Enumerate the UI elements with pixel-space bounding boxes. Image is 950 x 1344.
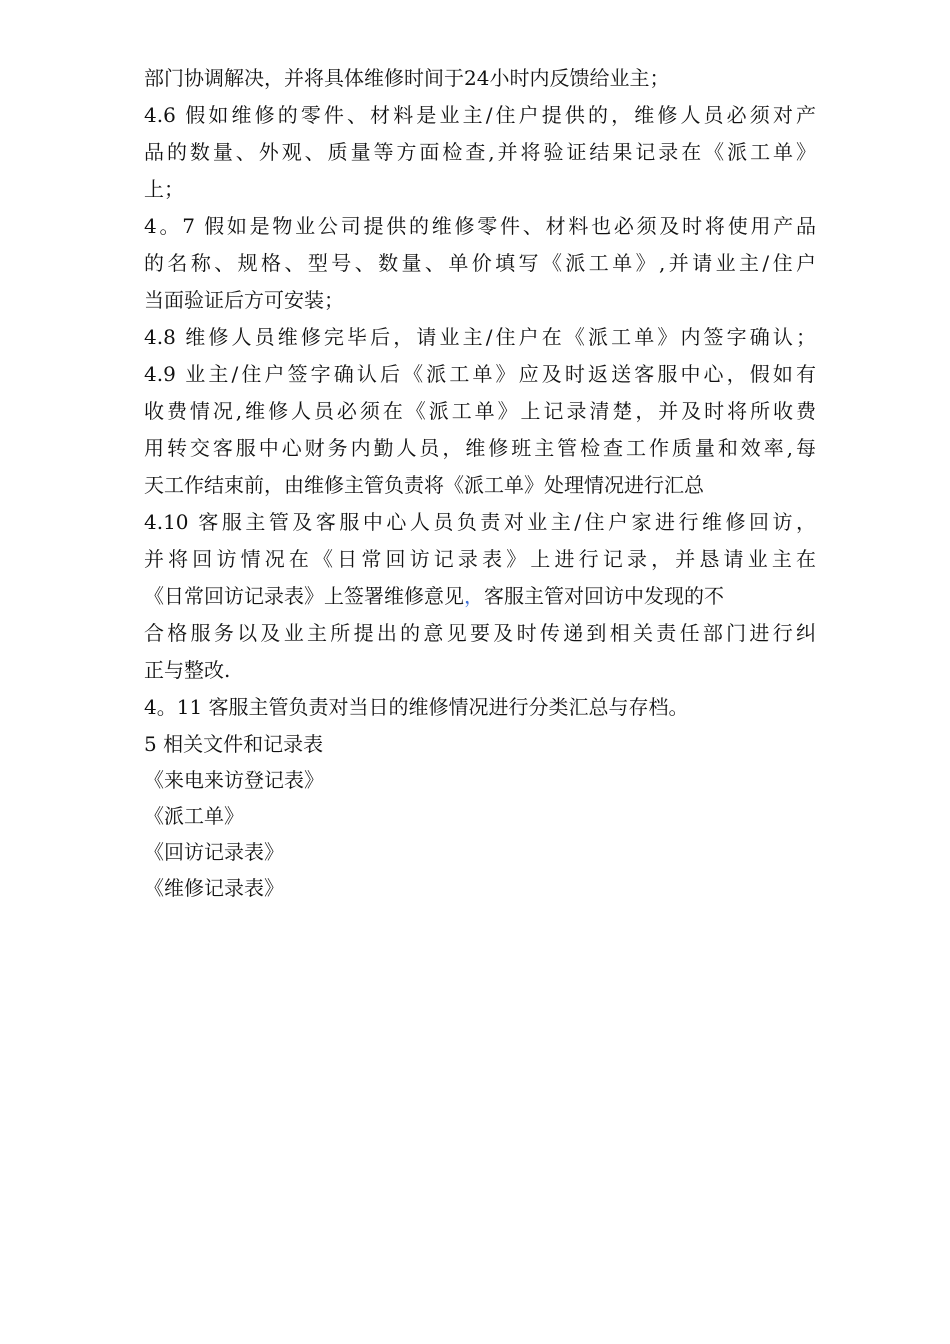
section-heading: 5 相关文件和记录表 (144, 732, 324, 756)
document-page (144, 60, 816, 906)
paragraph-line: 用转交客服中心财务内勤人员，维修班主管检查工作质量和效率,每 (144, 436, 816, 460)
paragraph-line: 品的数量、外观、质量等方面检查,并将验证结果记录在《派工单》 (144, 140, 816, 164)
paragraph-line: 4.10 客服主管及客服中心人员负责对业主/住户家进行维修回访， (144, 510, 816, 534)
paragraph-line: 4.9 业主/住户签字确认后《派工单》应及时返送客服中心，假如有 (144, 362, 816, 386)
paragraph-line: 部门协调解决，并将具体维修时间于24小时内反馈给业主； (144, 66, 670, 90)
paragraph-line: 正与整改. (144, 658, 231, 682)
paragraph-line: 并将回访情况在《日常回访记录表》上进行记录，并恳请业主在 (144, 547, 816, 571)
highlighted-comma: ， (464, 584, 484, 608)
paragraph-line: 4。7 假如是物业公司提供的维修零件、材料也必须及时将使用产品 (144, 214, 816, 238)
paragraph-line: 收费情况,维修人员必须在《派工单》上记录清楚，并及时将所收费 (144, 399, 816, 423)
paragraph-line: 合格服务以及业主所提出的意见要及时传递到相关责任部门进行纠 (144, 621, 816, 645)
record-item: 《回访记录表》 (144, 840, 284, 864)
paragraph-line: 的名称、规格、型号、数量、单价填写《派工单》,并请业主/住户 (144, 251, 816, 275)
paragraph-line: 上； (144, 177, 184, 201)
paragraph-line: 4.8 维修人员维修完毕后，请业主/住户在《派工单》内签字确认； (144, 325, 816, 349)
paragraph-line (144, 578, 816, 615)
paragraph-line: 4。11 客服主管负责对当日的维修情况进行分类汇总与存档。 (144, 695, 689, 719)
record-item: 《派工单》 (144, 804, 244, 828)
paragraph-line: 天工作结束前，由维修主管负责将《派工单》处理情况进行汇总 (144, 473, 704, 497)
paragraph-line: 4.6 假如维修的零件、材料是业主/住户提供的，维修人员必须对产 (144, 103, 816, 127)
line-segment: 《日常回访记录表》上签署维修意见 (144, 584, 464, 608)
line-segment: 客服主管对回访中发现的不 (484, 584, 724, 608)
paragraph-line: 当面验证后方可安装； (144, 288, 344, 312)
record-item: 《维修记录表》 (144, 876, 284, 900)
record-item: 《来电来访登记表》 (144, 768, 324, 792)
